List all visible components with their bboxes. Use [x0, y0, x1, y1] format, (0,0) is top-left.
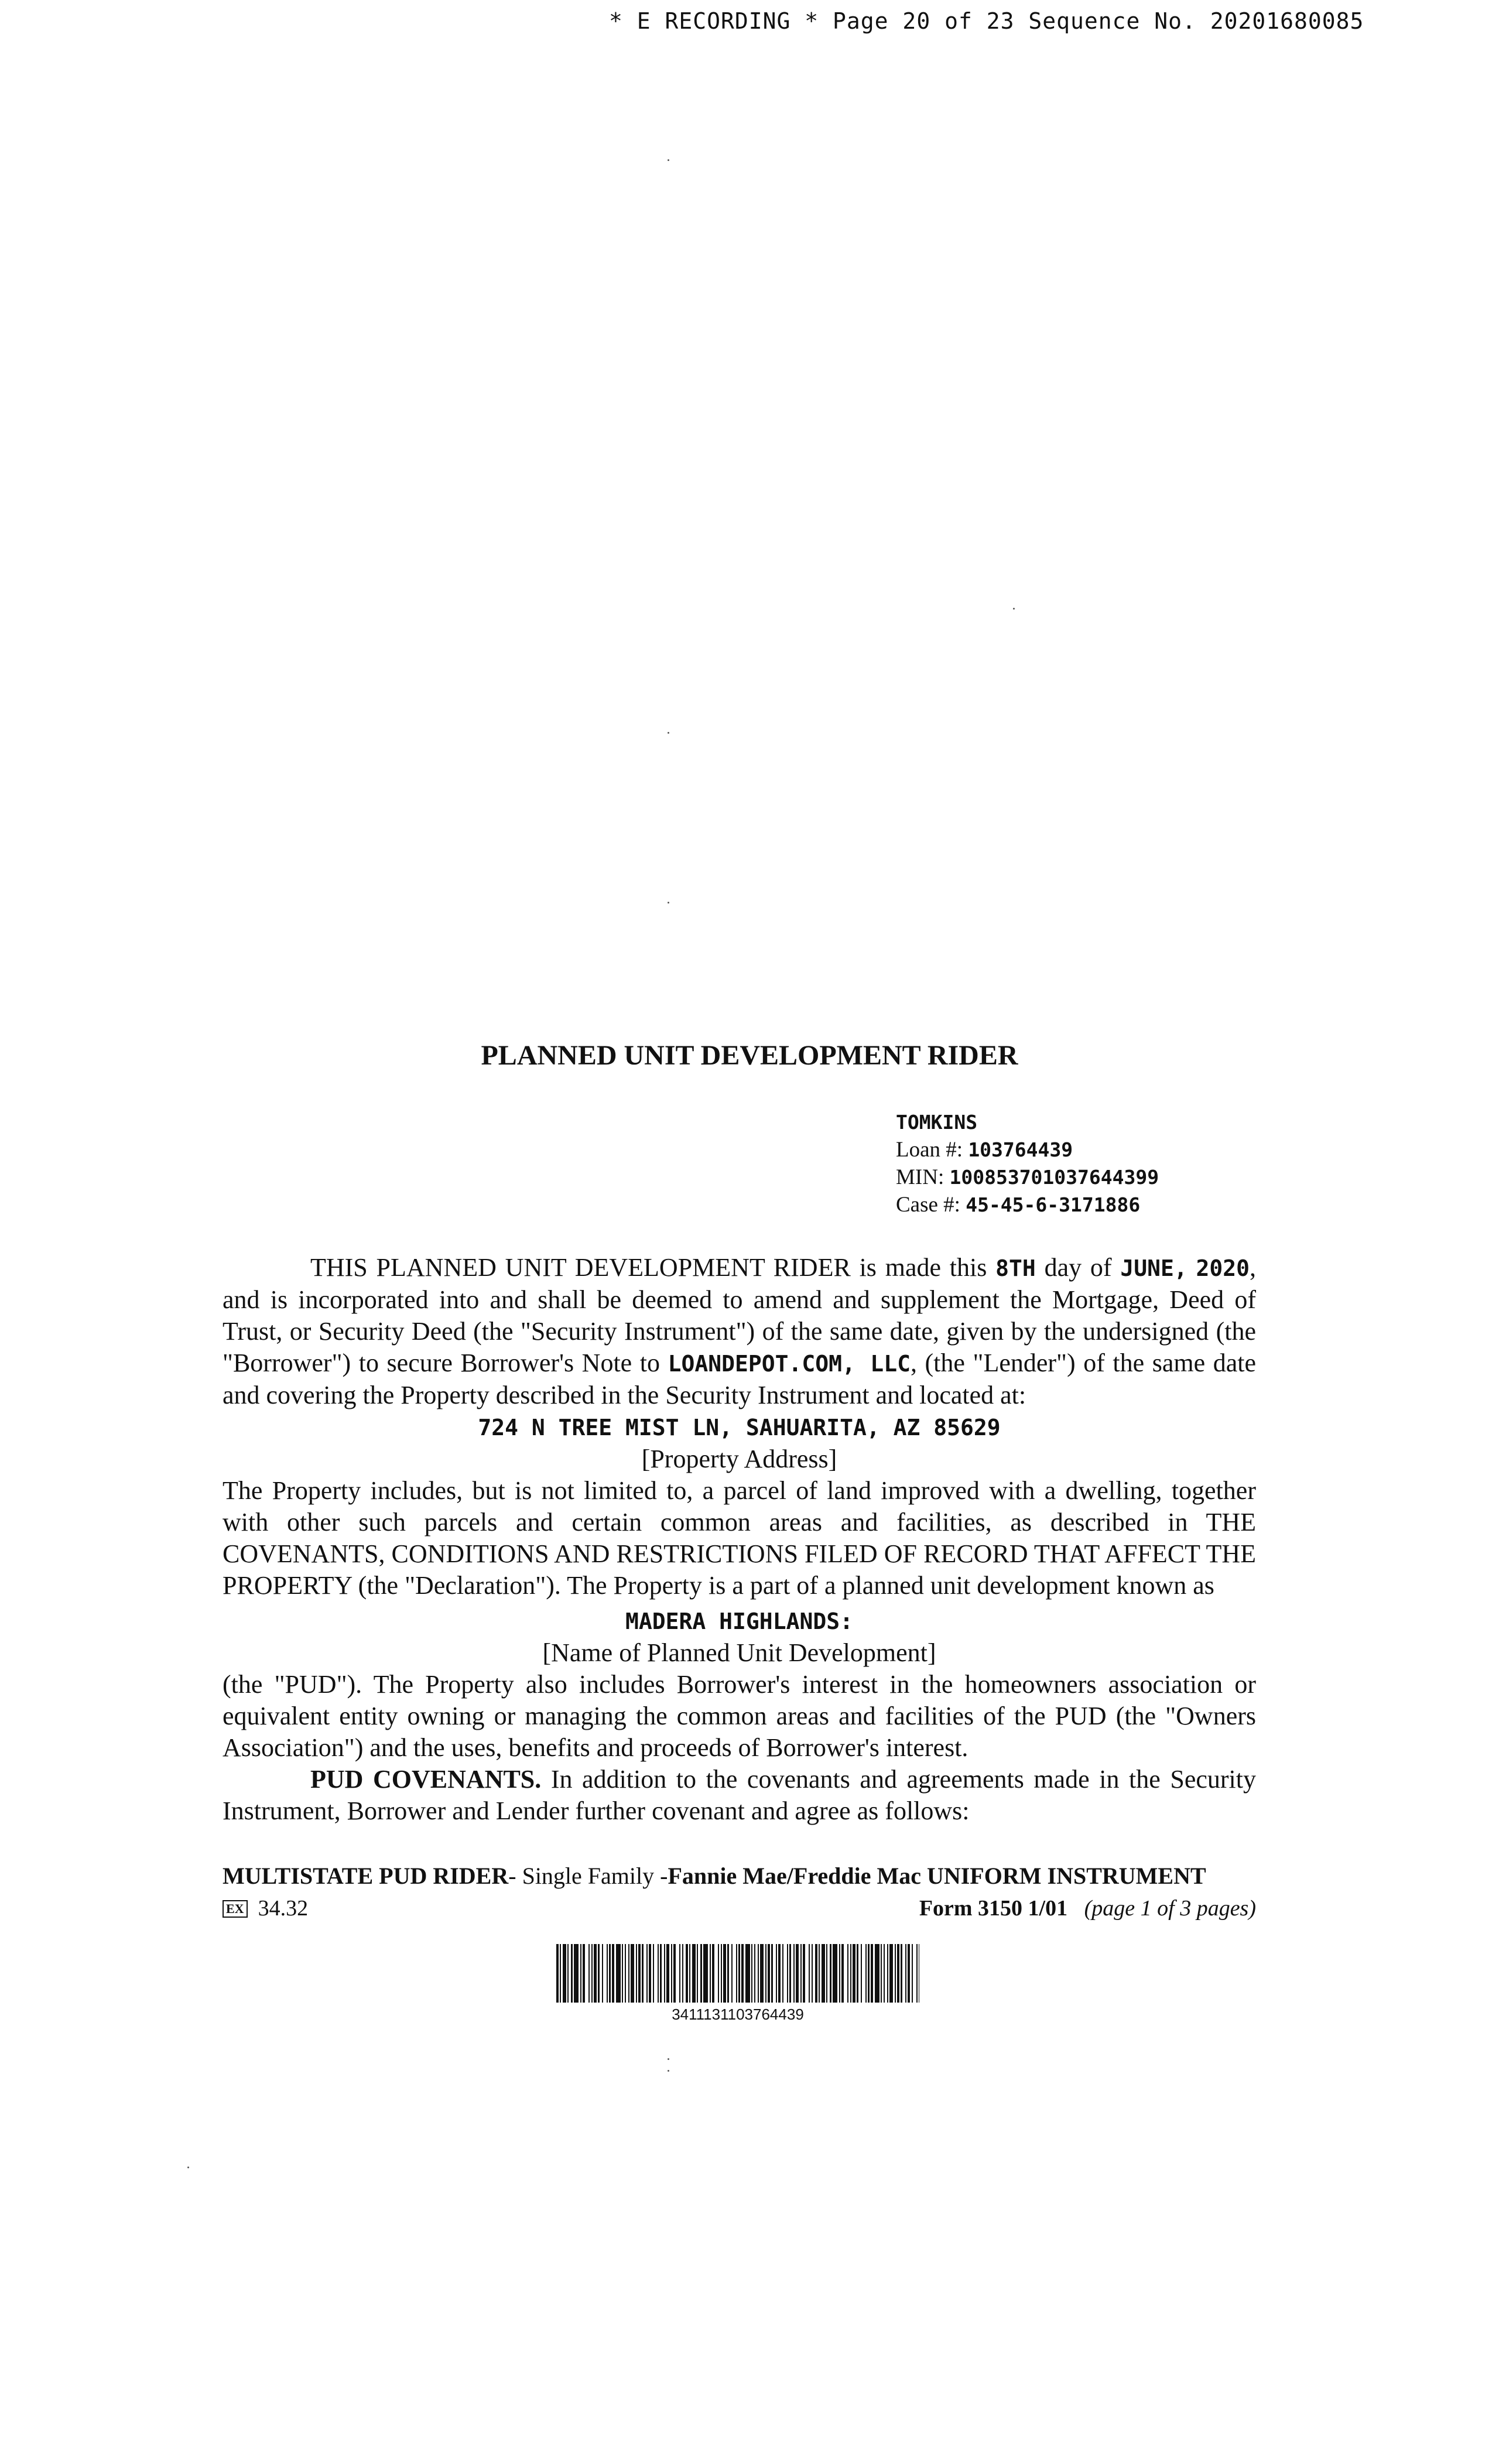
loan-info-block [896, 1108, 1306, 1219]
document-title: PLANNED UNIT DEVELOPMENT RIDER [481, 1040, 1018, 1071]
barcode-bar [563, 1944, 566, 2003]
barcode-bar [847, 1944, 848, 2003]
pud-covenants-paragraph: PUD COVENANTS. In addition to the covenants and agreements made in the Security Instrument, Borrower and Lender further covenant and agree as follows: [223, 1765, 1256, 1825]
barcode-bar [803, 1944, 805, 2003]
barcode-bar [861, 1944, 862, 2003]
barcode-bar [800, 1944, 802, 2003]
barcode-bar [912, 1944, 913, 2003]
barcode-bar [612, 1944, 614, 2003]
barcode-bar [598, 1944, 600, 2003]
barcode [556, 1944, 919, 2003]
barcode-bar [812, 1944, 813, 2003]
barcode-bar [710, 1944, 711, 2003]
rider-month: JUNE, [1120, 1255, 1187, 1281]
barcode-bar [567, 1944, 569, 2003]
scan-speck [668, 2070, 669, 2072]
barcode-bar [580, 1944, 581, 2003]
barcode-bar [602, 1944, 603, 2003]
barcode-bar [793, 1944, 795, 2003]
form-logo-icon: EX [223, 1900, 248, 1918]
barcode-bar [741, 1944, 744, 2003]
barcode-bar [819, 1944, 820, 2003]
barcode-bar [616, 1944, 621, 2003]
scan-speck [187, 2167, 189, 2168]
rider-year: 2020 [1196, 1255, 1250, 1281]
barcode-bar [887, 1944, 888, 2003]
barcode-bar [700, 1944, 702, 2003]
barcode-bar [841, 1944, 844, 2003]
case-number-value: 45-45-6-3171886 [966, 1193, 1141, 1216]
barcode-bar [703, 1944, 708, 2003]
barcode-bar [731, 1944, 733, 2003]
barcode-bar [671, 1944, 672, 2003]
barcode-bar [789, 1944, 791, 2003]
barcode-bar [556, 1944, 559, 2003]
loan-number-line [896, 1136, 1306, 1163]
barcode-bar [850, 1944, 851, 2003]
loan-number-value: 103764439 [968, 1138, 1073, 1161]
barcode-bar [646, 1944, 648, 2003]
intro-paragraph: THIS PLANNED UNIT DEVELOPMENT RIDER is made this 8TH day of JUNE, 2020, and is incorporated into and shall be deemed to amend and supplement the Mortgage, Deed of Trust, or Security Deed (the "Security Instrument") of the same date, given by the undersigned (the "Borrower") to secure Borrower's Note to LOANDEPOT.COM, LLC, (the "Lender") of the same date and covering the Property described in the Security Instrument and located at: [223, 1253, 1257, 1409]
barcode-bar [809, 1944, 810, 2003]
property-description-paragraph: The Property includes, but is not limited to, a parcel of land improved with a dwelling, together with other such parcels and certain common areas and facilities, as described in THE COVENANTS, CONDITIONS AND RESTRICTIONS FILED OF RECORD THAT AFFECT THE PROPERTY (the "Declaration"). The Property is a part of a planned unit development known as [223, 1476, 1256, 1600]
barcode-bar [583, 1944, 585, 2003]
barcode-bar [727, 1944, 729, 2003]
barcode-bar [622, 1944, 623, 2003]
barcode-bar [712, 1944, 714, 2003]
barcode-bar [642, 1944, 644, 2003]
scan-speck [668, 159, 669, 161]
barcode-bar [689, 1944, 690, 2003]
property-address: 724 N TREE MIST LN, SAHUARITA, AZ 85629 [478, 1415, 1001, 1440]
barcode-bar [609, 1944, 611, 2003]
barcode-bar [666, 1944, 669, 2003]
barcode-bar [628, 1944, 629, 2003]
barcode-bar [916, 1944, 918, 2003]
barcode-bar [865, 1944, 867, 2003]
barcode-bar [721, 1944, 722, 2003]
barcode-bar [853, 1944, 855, 2003]
form-code: 34.32 [258, 1896, 309, 1921]
barcode-bar [658, 1944, 659, 2003]
barcode-bar [697, 1944, 698, 2003]
barcode-bar [822, 1944, 825, 2003]
barcode-bar [682, 1944, 683, 2003]
barcode-bar [745, 1944, 750, 2003]
barcode-bar [625, 1944, 626, 2003]
recording-header: * E RECORDING * Page 20 of 23 Sequence No. 20201680085 [609, 8, 1364, 34]
barcode-bar [830, 1944, 831, 2003]
barcode-bar [815, 1944, 817, 2003]
scan-speck [1013, 608, 1015, 610]
barcode-bar [636, 1944, 637, 2003]
barcode-bar [718, 1944, 719, 2003]
scan-speck [668, 2058, 669, 2060]
barcode-bar [889, 1944, 893, 2003]
pud-covenants-heading: PUD COVENANTS. [310, 1765, 542, 1794]
scan-speck [668, 732, 669, 734]
barcode-bar [560, 1944, 561, 2003]
barcode-bar [884, 1944, 885, 2003]
barcode-bar [574, 1944, 579, 2003]
pud-name: MADERA HIGHLANDS: [625, 1609, 853, 1634]
barcode-bar [875, 1944, 879, 2003]
barcode-bar [905, 1944, 906, 2003]
page-info: (page 1 of 3 pages) [1084, 1896, 1256, 1921]
barcode-bar [591, 1944, 593, 2003]
barcode-bar [664, 1944, 665, 2003]
barcode-bar [736, 1944, 737, 2003]
barcode-bar [782, 1944, 783, 2003]
borrower-name: TOMKINS [896, 1111, 978, 1134]
barcode-bar [754, 1944, 755, 2003]
lender-name: LOANDEPOT.COM, LLC [668, 1351, 911, 1377]
scan-speck [668, 902, 669, 904]
rider-body [223, 1252, 1256, 1827]
rider-day: 8TH [995, 1255, 1036, 1281]
barcode-bar [751, 1944, 752, 2003]
barcode-bar [826, 1944, 827, 2003]
barcode-bar [760, 1944, 764, 2003]
barcode-bar [653, 1944, 654, 2003]
barcode-bar [594, 1944, 597, 2003]
barcode-bar [868, 1944, 870, 2003]
barcode-bar [679, 1944, 680, 2003]
barcode-bar [881, 1944, 882, 2003]
barcode-bar [787, 1944, 788, 2003]
barcode-bar [638, 1944, 641, 2003]
barcode-bar [871, 1944, 873, 2003]
min-label: MIN: [896, 1165, 944, 1189]
property-address-caption: [Property Address] [641, 1445, 837, 1473]
barcode-bar [778, 1944, 781, 2003]
barcode-bar [776, 1944, 777, 2003]
barcode-bar [723, 1944, 726, 2003]
min-line [896, 1163, 1306, 1191]
barcode-bar [768, 1944, 770, 2003]
barcode-bar [588, 1944, 590, 2003]
barcode-bar [649, 1944, 651, 2003]
barcode-bar [897, 1944, 899, 2003]
barcode-bar [692, 1944, 696, 2003]
case-number-line [896, 1191, 1306, 1219]
form-number: Form 3150 1/01 [919, 1896, 1068, 1921]
pud-paragraph: (the "PUD"). The Property also includes Borrower's interest in the homeowners association or equivalent entity owning or managing the common areas and facilities of the PUD (the "Owners Association") and the uses, benefits and proceeds of Borrower's interest. [223, 1670, 1256, 1762]
barcode-bar [901, 1944, 902, 2003]
barcode-bar [738, 1944, 740, 2003]
barcode-bar [857, 1944, 858, 2003]
barcode-bar [765, 1944, 766, 2003]
barcode-bar [607, 1944, 608, 2003]
barcode-bar [673, 1944, 676, 2003]
min-value: 100853701037644399 [949, 1166, 1159, 1189]
barcode-bar [771, 1944, 773, 2003]
barcode-bar [571, 1944, 573, 2003]
barcode-bar [686, 1944, 688, 2003]
barcode-bar [758, 1944, 759, 2003]
barcode-bar [839, 1944, 840, 2003]
barcode-bar [796, 1944, 799, 2003]
barcode-bar [908, 1944, 910, 2003]
form-footer-info [223, 1895, 1256, 1925]
pud-name-caption: [Name of Planned Unit Development] [542, 1638, 936, 1667]
loan-number-label: Loan #: [896, 1138, 963, 1162]
form-footer-title: MULTISTATE PUD RIDER- Single Family -Fannie Mae/Freddie Mac UNIFORM INSTRUMENT [223, 1863, 1206, 1889]
barcode-bar [833, 1944, 837, 2003]
barcode-bar [660, 1944, 662, 2003]
case-number-label: Case #: [896, 1193, 960, 1217]
barcode-number: 3411131103764439 [672, 2006, 804, 2023]
barcode-bar [631, 1944, 634, 2003]
barcode-bar [895, 1944, 896, 2003]
